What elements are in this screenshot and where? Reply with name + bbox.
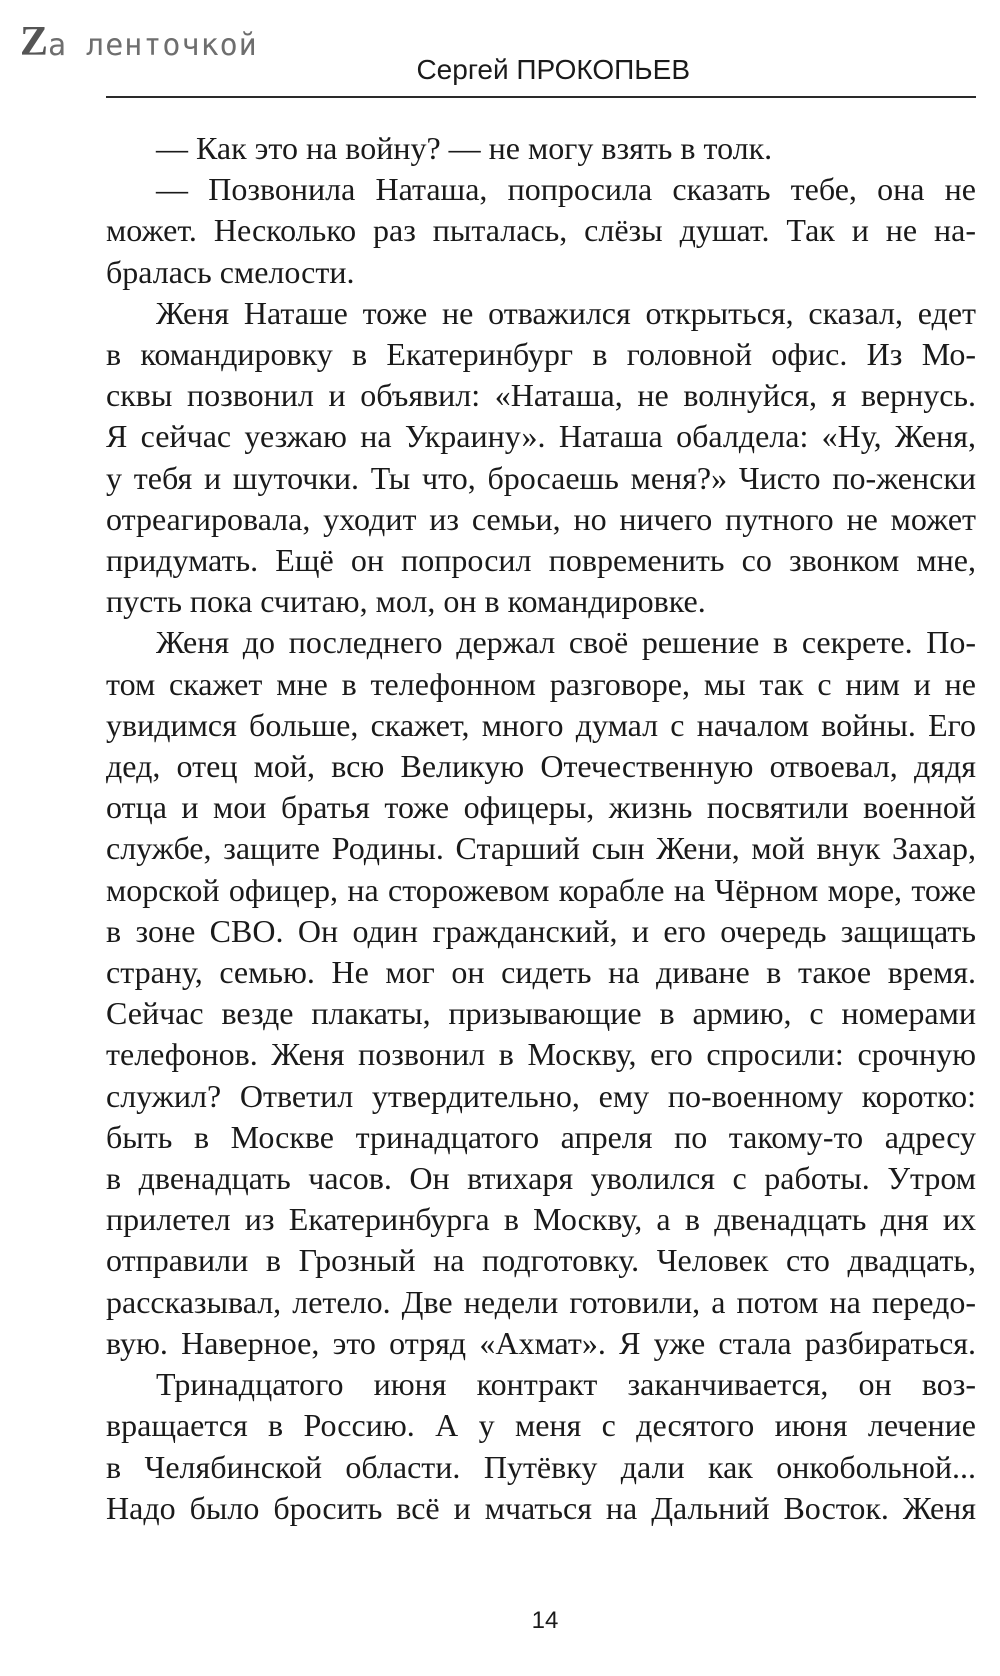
author-name: Сергей ПРОКОПЬЕВ: [416, 54, 690, 85]
body-text: [106, 128, 976, 1529]
text-line: Тринадцатого июня контракт заканчивается, он воз-: [156, 1366, 976, 1403]
text-line: в Челябинской области. Путёвку дали как онкобольной...: [106, 1448, 976, 1485]
text-line: придумать. Ещё он попросил повременить со звонком мне,: [106, 542, 976, 579]
series-title-rest: а ленточкой: [48, 28, 258, 63]
header-rule: [106, 96, 976, 98]
text-line: пусть пока считаю, мол, он в командировке.: [106, 583, 706, 620]
series-title: [20, 18, 258, 66]
text-line: Я сейчас уезжаю на Украину». Наташа обалдела: «Ну, Женя,: [106, 418, 976, 455]
text-line: телефонов. Женя позвонил в Москву, его спросили: срочную: [106, 1036, 976, 1073]
text-line: вую. Наверное, это отряд «Ахмат». Я уже стала разбираться.: [106, 1324, 976, 1361]
text-line: рассказывал, летело. Две недели готовили, а потом на передо-: [106, 1283, 976, 1320]
text-line: увидимся больше, скажет, много думал с началом войны. Его: [106, 706, 976, 743]
text-line: прилетел из Екатеринбурга в Москву, а в двенадцать дня их: [106, 1201, 976, 1238]
text-line: отца и мои братья тоже офицеры, жизнь посвятили военной: [106, 789, 976, 826]
text-line: вращается в Россию. А у меня с десятого июня лечение: [106, 1407, 976, 1444]
text-line: — Позвонила Наташа, попросила сказать тебе, она не: [156, 171, 976, 208]
text-line: отреагировала, уходит из семьи, но ничего путного не может: [106, 500, 976, 537]
text-line: том скажет мне в телефонном разговоре, мы так с ним и не: [106, 665, 976, 702]
text-line: Женя до последнего держал своё решение в секрете. По-: [156, 624, 976, 661]
text-line: бралась смелости.: [106, 253, 355, 290]
text-line: в командировку в Екатеринбург в головной офис. Из Мо-: [106, 336, 976, 373]
text-line: сквы позвонил и объявил: «Наташа, не волнуйся, я вернусь.: [106, 377, 976, 414]
text-line: может. Несколько раз пыталась, слёзы душат. Так и не на-: [106, 212, 976, 249]
series-title-initial: Z: [20, 19, 49, 65]
text-line: — Как это на войну? — не могу взять в толк.: [156, 130, 773, 166]
text-line: Надо было бросить всё и мчаться на Дальний Восток. Женя: [106, 1489, 976, 1526]
text-line: быть в Москве тринадцатого апреля по такому-то адресу: [106, 1118, 976, 1155]
text-line: у тебя и шуточки. Ты что, бросаешь меня?» Чисто по-женски: [106, 459, 976, 496]
text-line: отправили в Грозный на подготовку. Человек сто двадцать,: [106, 1242, 976, 1279]
page-number: 14: [531, 1607, 559, 1634]
text-line: Женя Наташе тоже не отважился открыться, сказал, едет: [156, 294, 976, 331]
text-line: страну, семью. Не мог он сидеть на диване в такое время.: [106, 954, 976, 991]
text-line: в зоне СВО. Он один гражданский, и его очередь защищать: [106, 912, 976, 949]
text-line: в двенадцать часов. Он втихаря уволился с работы. Утром: [106, 1160, 976, 1197]
text-line: Сейчас везде плакаты, призывающие в армию, с номерами: [106, 995, 976, 1032]
text-line: дед, отец мой, всю Великую Отечественную отвоевал, дядя: [106, 748, 976, 785]
text-line: морской офицер, на сторожевом корабле на Чёрном море, тоже: [106, 871, 976, 908]
text-line: служил? Ответил утвердительно, ему по-военному коротко:: [106, 1077, 976, 1114]
text-line: службе, защите Родины. Старший сын Жени, мой внук Захар,: [106, 830, 976, 867]
